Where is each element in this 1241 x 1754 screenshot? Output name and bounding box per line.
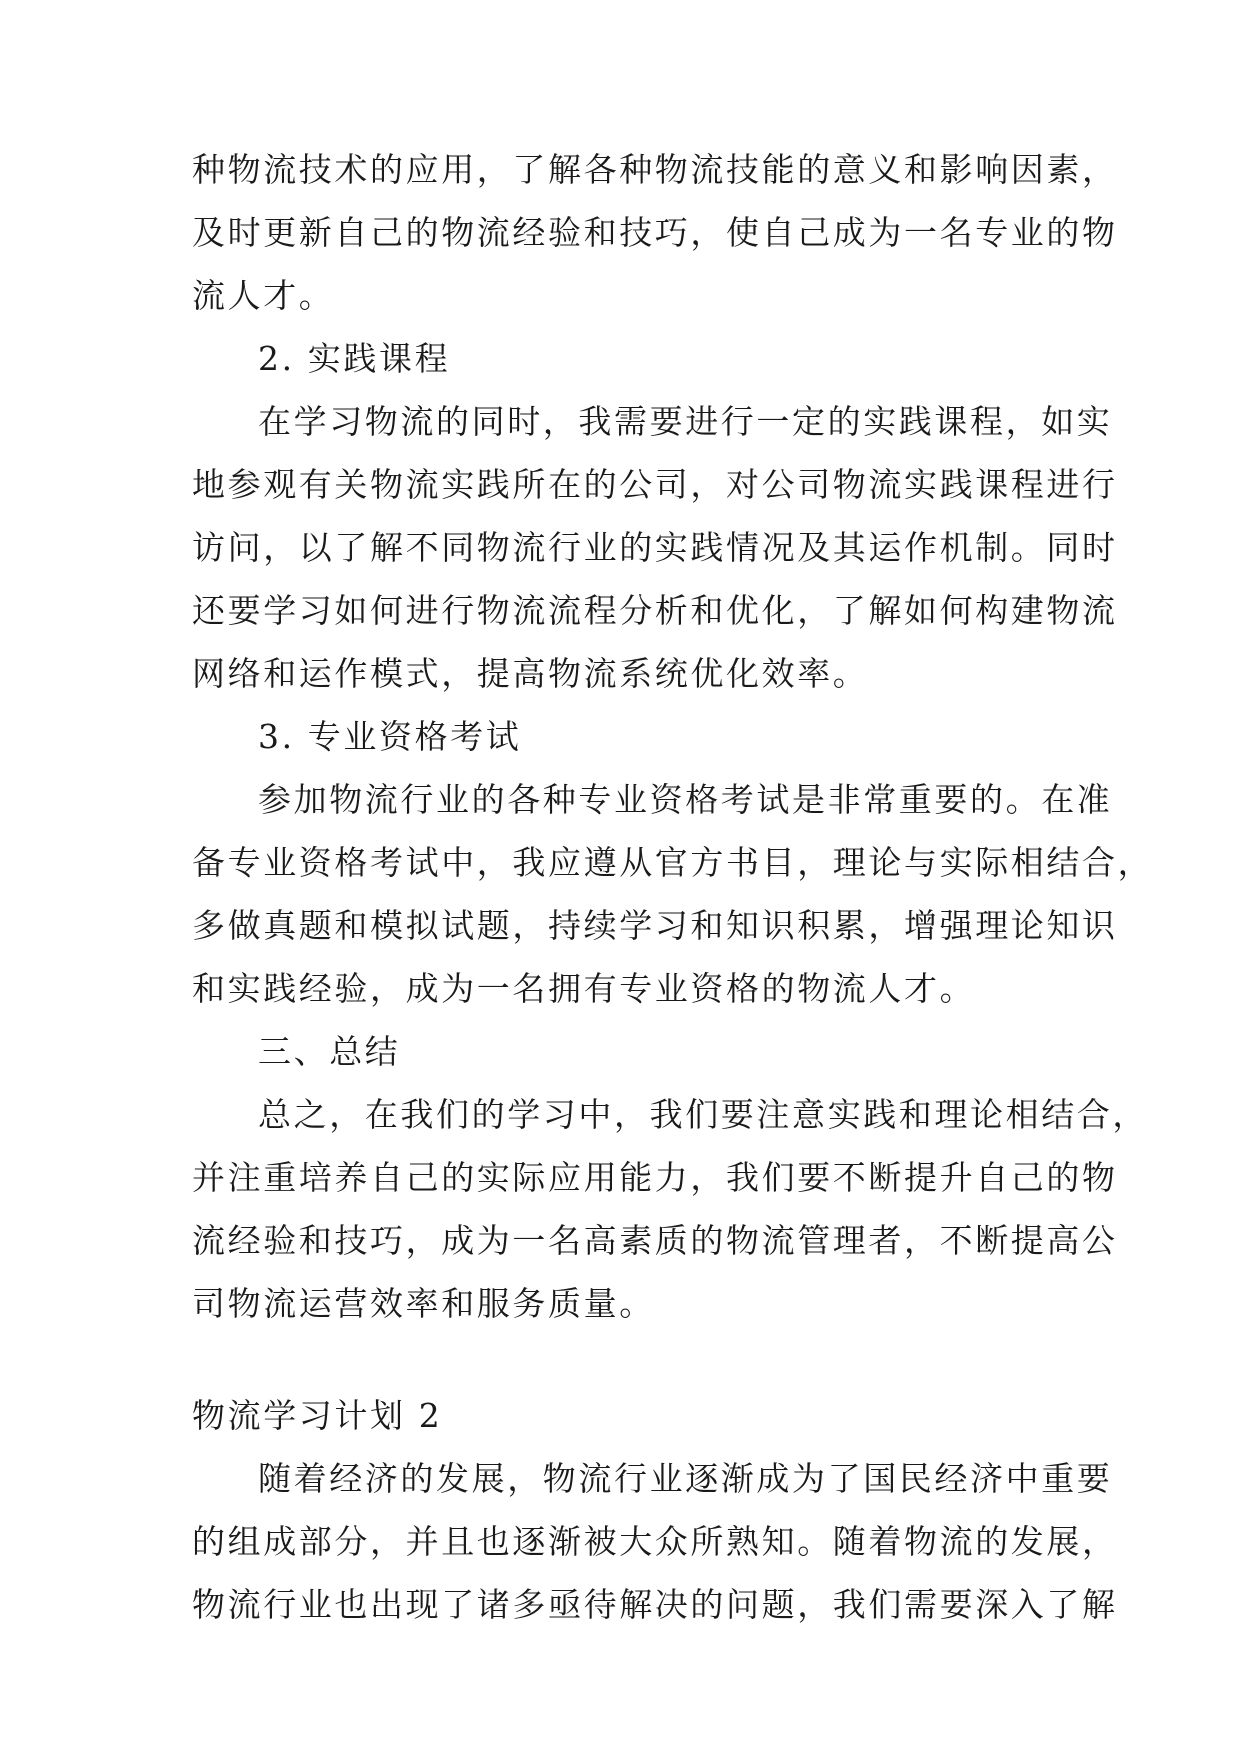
body-line: 多做真题和模拟试题，持续学习和知识积累，增强理论知识	[192, 906, 1118, 945]
document-subtitle: 物流学习计划 2	[192, 1396, 443, 1435]
body-line: 还要学习如何进行物流流程分析和优化，了解如何构建物流	[192, 591, 1118, 630]
body-line: 并注重培养自己的实际应用能力，我们要不断提升自己的物	[192, 1158, 1118, 1197]
body-line: 及时更新自己的物流经验和技巧，使自己成为一名专业的物	[192, 213, 1118, 252]
body-line: 流人才。	[192, 276, 335, 315]
body-line: 地参观有关物流实践所在的公司，对公司物流实践课程进行	[192, 465, 1118, 504]
body-line: 随着经济的发展，物流行业逐渐成为了国民经济中重要	[258, 1459, 1113, 1498]
body-line: 和实践经验，成为一名拥有专业资格的物流人才。	[192, 969, 976, 1008]
body-line: 备专业资格考试中，我应遵从官方书目，理论与实际相结合，	[192, 843, 1154, 882]
body-line: 网络和运作模式，提高物流系统优化效率。	[192, 654, 869, 693]
body-line: 种物流技术的应用，了解各种物流技能的意义和影响因素，	[192, 150, 1118, 189]
body-line: 访问，以了解不同物流行业的实践情况及其运作机制。同时	[192, 528, 1118, 567]
section-heading-practice: 2. 实践课程	[258, 339, 451, 378]
body-line: 总之，在我们的学习中，我们要注意实践和理论相结合，	[258, 1095, 1148, 1134]
body-line: 参加物流行业的各种专业资格考试是非常重要的。在准	[258, 780, 1113, 819]
section-heading-exam: 3. 专业资格考试	[258, 717, 522, 756]
body-line: 流经验和技巧，成为一名高素质的物流管理者，不断提高公	[192, 1221, 1118, 1260]
body-line: 司物流运营效率和服务质量。	[192, 1284, 655, 1323]
body-line: 的组成部分，并且也逐渐被大众所熟知。随着物流的发展，	[192, 1522, 1118, 1561]
body-line: 物流行业也出现了诸多亟待解决的问题，我们需要深入了解	[192, 1585, 1118, 1624]
section-heading-summary: 三、总结	[258, 1032, 401, 1071]
body-line: 在学习物流的同时，我需要进行一定的实践课程，如实	[258, 402, 1113, 441]
